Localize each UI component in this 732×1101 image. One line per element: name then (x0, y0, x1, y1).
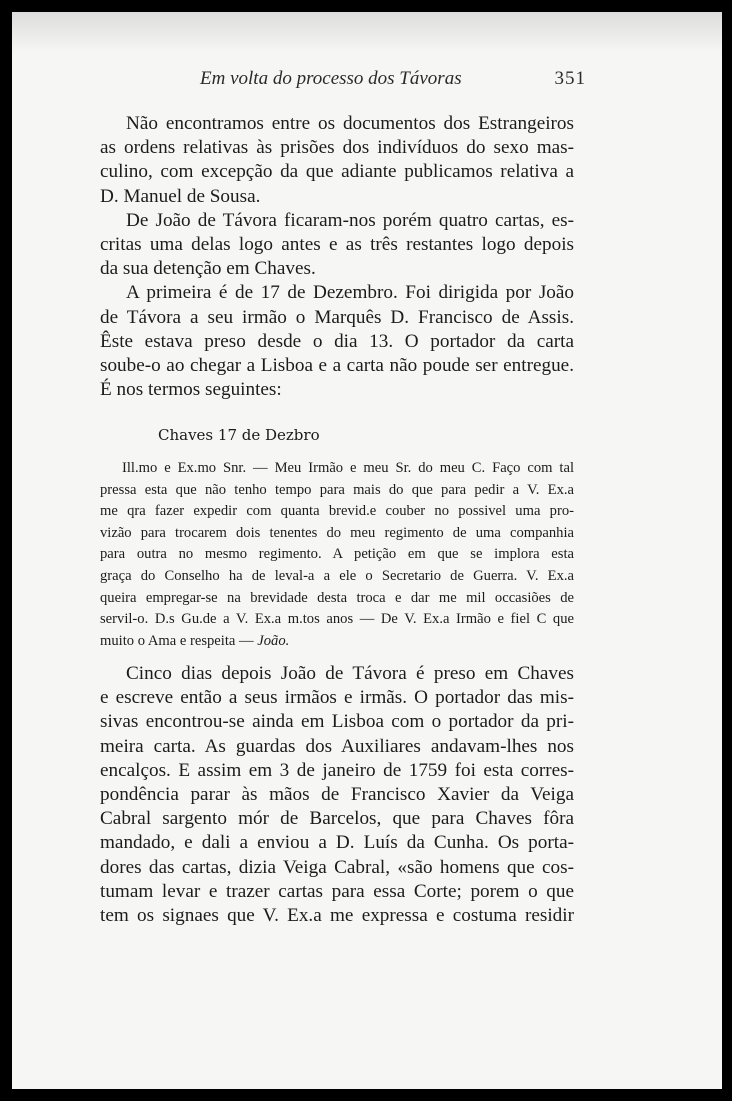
letter-line: me qra fazer expedir com quanta brevid.e couber no possivel uma pro- (100, 503, 574, 520)
text-line: tem os signaes que V. Ex.a me expressa e costuma residir (100, 905, 574, 927)
letter-date-line: Chaves 17 de Dezbro (158, 426, 320, 444)
text-line: de Távora a seu irmão o Marquês D. Francisco de Assis. (100, 306, 574, 328)
text-line: Êste estava preso desde o dia 13. O portador da carta (100, 330, 574, 352)
text-line: É nos termos seguintes: (100, 379, 282, 401)
letter-signature: João. (257, 632, 290, 649)
text-line: tumam levar e trazer cartas para essa Corte; porem o que (100, 880, 574, 902)
page-number: 351 (554, 68, 586, 89)
text-line: culino, com excepção da que adiante publicamos relativa a (100, 161, 574, 183)
text-line: Não encontramos entre os documentos dos Estrangeiros (126, 113, 574, 134)
running-title: Em volta do processo dos Távoras (200, 68, 462, 89)
text-line: e escreve então a seus irmãos e irmãs. O portador das mis- (100, 687, 574, 709)
text-line: pondência parar às mãos de Francisco Xavier da Veiga (100, 784, 574, 806)
letter-line: vizão para trocarem dois tenentes do meu regimento de uma companhia (100, 524, 574, 541)
text-line: dores das cartas, dizia Veiga Cabral, «são homens que cos- (100, 856, 574, 878)
scan-shadow (12, 12, 722, 52)
text-line: Cabral sargento mór de Barcelos, que para Chaves fôra (100, 808, 574, 830)
text-line: critas uma delas logo antes e as três restantes logo depois (100, 234, 574, 256)
letter-line: queira empregar-se na brevidade desta troca e dar me mil occasiões de (100, 589, 574, 606)
quoted-letter (100, 458, 574, 652)
text-line: soube-o ao chegar a Lisboa e a carta não poude ser entregue. (100, 355, 574, 377)
text-line: A primeira é de 17 de Dezembro. Foi dirigida por João (126, 282, 574, 304)
text-line: da sua detenção em Chaves. (100, 258, 316, 280)
letter-line: pressa esta que não tenho tempo para mais do que para pedir a V. Ex.a (100, 481, 574, 498)
letter-closing: muito o Ama e respeita — (100, 632, 254, 649)
letter-line: servil-o. D.s Gu.de a V. Ex.a m.tos anos — De V. Ex.a Irmão e fiel C que (100, 611, 574, 628)
letter-line: Ill.mo e Ex.mo Snr. — Meu Irmão e meu Sr. do meu C. Faço com tal (122, 460, 574, 476)
text-line: mandado, e dali a enviou a D. Luís da Cunha. Os porta- (100, 832, 574, 854)
text-line: meira carta. As guardas dos Auxiliares andavam-lhes nos (100, 735, 574, 757)
letter-line: para outra no mesmo regimento. A petição em que se implora esta (100, 546, 574, 563)
text-line: D. Manuel de Sousa. (100, 185, 261, 207)
letter-line: graça do Conselho ha de leval-a a ele o Secretario de Guerra. V. Ex.a (100, 567, 574, 584)
letter-closing-line (100, 631, 574, 653)
text-line: as ordens relativas às prisões dos indivíduos do sexo mas- (100, 137, 574, 159)
text-line: De João de Távora ficaram-nos porém quatro cartas, es- (126, 209, 574, 231)
body-paragraphs-top (100, 112, 574, 402)
text-line: encalços. E assim em 3 de janeiro de 1759 foi esta corres- (100, 759, 574, 781)
body-paragraphs-bottom (100, 662, 574, 928)
text-line: sivas encontrou-se ainda em Lisboa com o portador da pri- (100, 711, 574, 733)
text-line: Cinco dias depois João de Távora é preso em Chaves (126, 663, 574, 684)
